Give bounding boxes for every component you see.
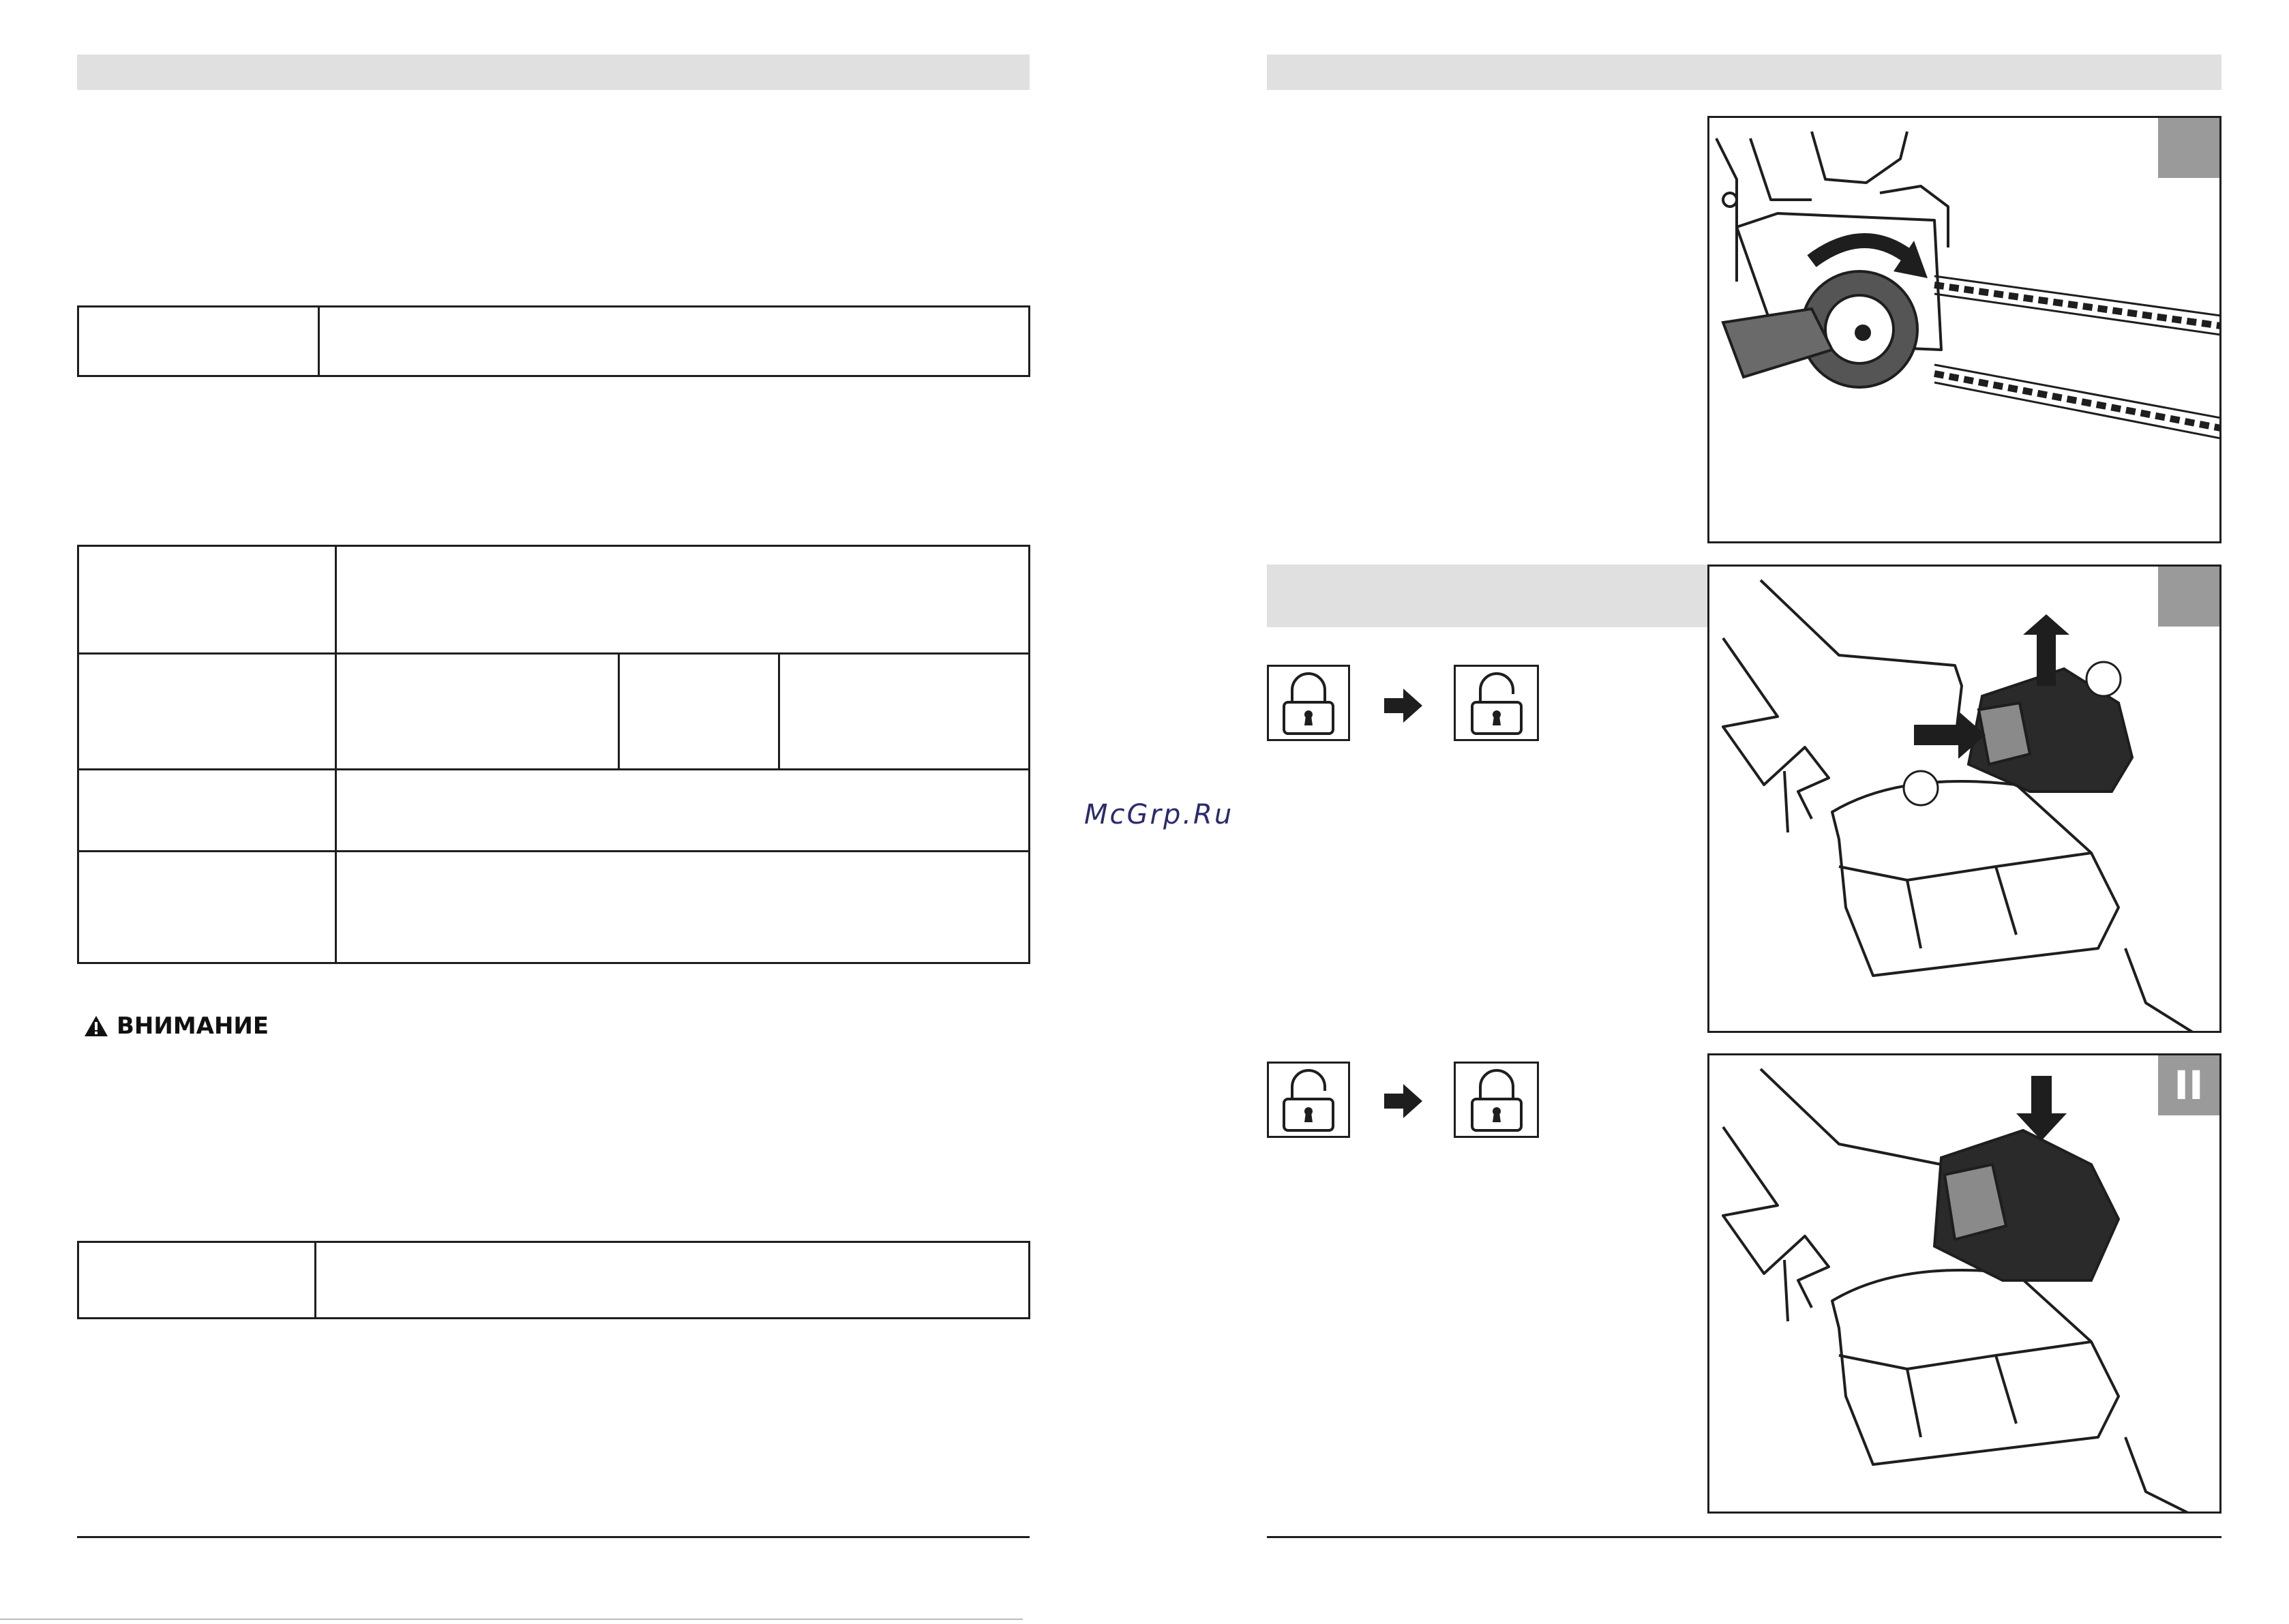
right-section-heading-bar xyxy=(1267,565,1707,627)
figure-latch-lock xyxy=(1707,1053,2221,1514)
left-page-header-bar xyxy=(77,55,1030,90)
padlock-open-box-2 xyxy=(1267,1062,1350,1138)
right-page-footer-line xyxy=(1267,1536,2221,1538)
padlock-closed-box-2 xyxy=(1454,1062,1539,1138)
chain-tensioner-illustration xyxy=(1709,118,2221,543)
padlock-open-box-1 xyxy=(1454,665,1539,741)
table-2 xyxy=(77,545,1030,964)
left-page-bottom-hairline xyxy=(0,1619,1023,1620)
latch-lock-illustration xyxy=(1709,1055,2221,1514)
right-page-header-bar xyxy=(1267,55,2221,90)
figure-3-badge: II xyxy=(2158,1055,2219,1115)
arrow-right-icon xyxy=(1384,1084,1422,1122)
latch-unlock-illustration xyxy=(1709,567,2221,1033)
watermark: McGrp.Ru xyxy=(1084,799,1234,830)
arrow-right-icon xyxy=(1384,689,1422,726)
table-3 xyxy=(77,1241,1030,1319)
warning-triangle-icon xyxy=(84,1015,108,1037)
figure-chain-tensioner xyxy=(1707,116,2221,543)
figure-1-badge xyxy=(2158,118,2219,178)
padlock-closed-box-1 xyxy=(1267,665,1350,741)
padlock-closed-icon xyxy=(1269,667,1348,739)
figure-latch-unlock xyxy=(1707,565,2221,1033)
padlock-open-icon xyxy=(1269,1064,1348,1136)
warning-heading xyxy=(84,1009,269,1043)
warning-label: ВНИМАНИЕ xyxy=(117,1012,269,1040)
padlock-closed-icon xyxy=(1456,1064,1537,1136)
figure-2-badge xyxy=(2158,567,2219,627)
table-1 xyxy=(77,305,1030,377)
left-page-footer-line xyxy=(77,1536,1030,1538)
padlock-open-icon xyxy=(1456,667,1537,739)
